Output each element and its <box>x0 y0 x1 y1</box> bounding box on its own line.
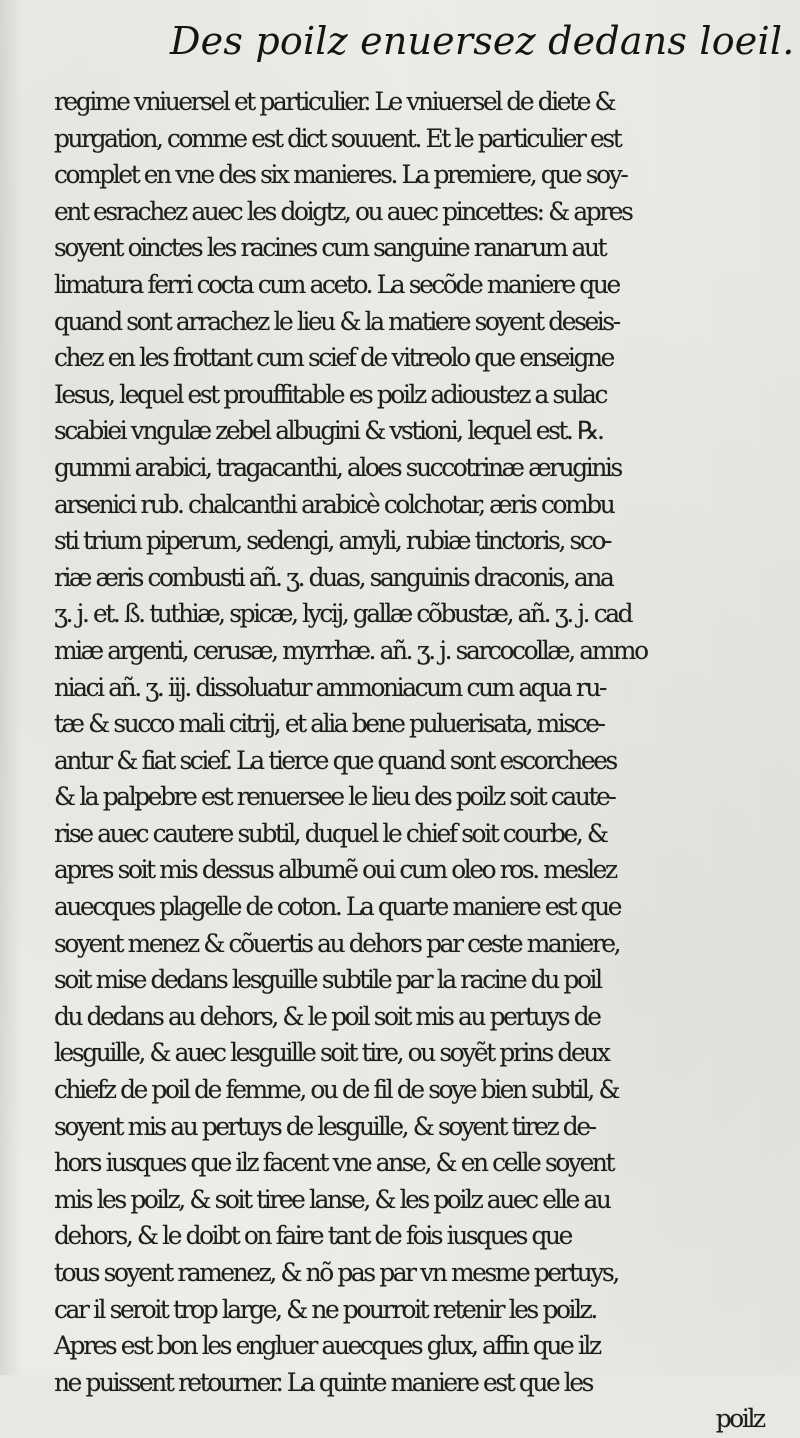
text-line: gummi arabici, tragacanthi, aloes succotrinæ æruginis <box>54 452 621 482</box>
text-line: soit mise dedans lesguille subtile par la racine du poil <box>54 965 601 995</box>
text-line: lesguille, & auec lesguille soit tire, ou soyẽt prins deux <box>54 1038 609 1068</box>
text-line: soyent menez & cõuertis au dehors par ceste maniere, <box>54 928 620 958</box>
text-line: car il seroit trop large, & ne pourroit retenir les poilz. <box>54 1294 596 1324</box>
text-line: ne puissent retourner. La quinte maniere est que les <box>54 1367 593 1397</box>
text-line: arsenici rub. chalcanthi arabicè colchotar, æris combu <box>54 489 614 519</box>
text-line: auecques plagelle de coton. La quarte maniere est que <box>54 892 621 922</box>
text-line: soyent mis au pertuys de lesguille, & soyent tirez de- <box>54 1111 595 1141</box>
text-line: & la palpebre est renuersee le lieu des poilz soit caute- <box>54 782 615 812</box>
text-line: tous soyent ramenez, & nõ pas par vn mesme pertuys, <box>54 1258 618 1287</box>
text-line: regime vniuersel et particulier. Le vniuersel de diete & <box>54 87 615 116</box>
text-line: riæ æris combusti añ. ʒ. duas, sanguinis draconis, ana <box>54 562 613 592</box>
text-line: ent esrachez auec les doigtz, ou auec pincettes: & apres <box>54 196 632 226</box>
text-line: antur & fiat scief. La tierce que quand sont escorchees <box>54 745 616 775</box>
text-line: chez en les frottant cum scief de vitreolo que enseigne <box>54 343 613 373</box>
text-line: rise auec cautere subtil, duquel le chief soit courbe, & <box>54 818 607 848</box>
text-line: du dedans au dehors, & le poil soit mis au pertuys de <box>54 1001 600 1031</box>
body-text <box>54 84 774 1438</box>
text-line: scabiei vngulæ zebel albugini & vstioni, lequel est. ℞. <box>54 416 603 446</box>
text-line: hors iusques que ilz facent vne anse, & en celle soyent <box>54 1148 614 1178</box>
text-line: limatura ferri cocta cum aceto. La secõde maniere que <box>54 269 619 299</box>
text-line: quand sont arrachez le lieu & la matiere soyent deseis- <box>54 306 619 336</box>
text-line: miæ argenti, cerusæ, myrrhæ. añ. ʒ. j. sarcocollæ, ammo <box>54 635 647 665</box>
text-line: Apres est bon les engluer auecques glux, affin que ilz <box>54 1331 600 1361</box>
text-line: tæ & succo mali citrij, et alia bene puluerisata, misce- <box>54 709 604 739</box>
text-line: chiefz de poil de femme, ou de fil de soye bien subtil, & <box>54 1075 619 1105</box>
text-line: ʒ. j. et. ß. tuthiæ, spicæ, lycij, gallæ cõbustæ, añ. ʒ. j. cad <box>54 599 632 629</box>
running-head: Des poilz enuersez dedans loeil. <box>170 19 795 63</box>
text-line: complet en vne des six manieres. La premiere, que soy- <box>54 160 627 190</box>
text-line: sti trium piperum, sedengi, amyli, rubiæ tinctoris, sco- <box>54 526 611 556</box>
text-line: dehors, & le doibt on faire tant de fois iusques que <box>54 1221 572 1251</box>
text-line: apres soit mis dessus albumẽ oui cum oleo ros. meslez <box>54 855 616 885</box>
text-line: purgation, comme est dict souuent. Et le particulier est <box>54 123 621 153</box>
text-line: Iesus, lequel est prouffitable es poilz adioustez a sulac <box>54 379 607 409</box>
catchword: poilz <box>715 1404 764 1434</box>
text-line: soyent oinctes les racines cum sanguine ranarum aut <box>54 233 606 263</box>
text-line: niaci añ. ʒ. iij. dissoluatur ammoniacum cum aqua ru- <box>54 672 605 702</box>
text-line: mis les poilz, & soit tiree lanse, & les poilz auec elle au <box>54 1184 610 1214</box>
